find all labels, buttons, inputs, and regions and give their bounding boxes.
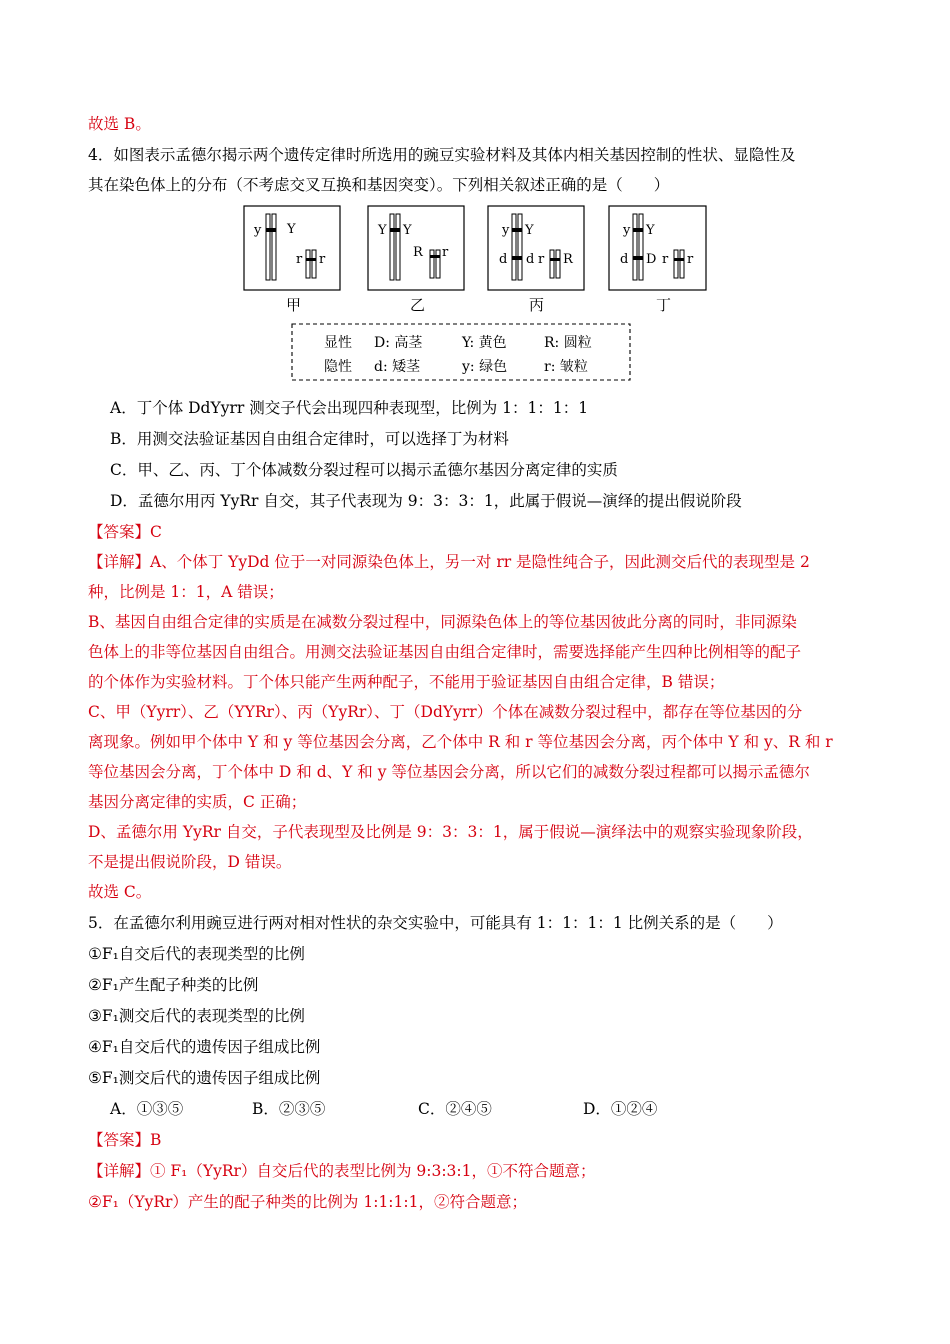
question-5-answer: 【答案】B xyxy=(88,1131,162,1149)
question-4-option-a: A．丁个体 DdYyrr 测交子代会出现四种表现型，比例为 1：1：1：1 xyxy=(110,399,589,417)
panel-yi xyxy=(368,206,464,314)
legend-D: D: 高茎 xyxy=(374,335,423,351)
gene-label: d xyxy=(526,252,535,267)
question-5-item-1: ①F₁自交后代的表现类型的比例 xyxy=(88,945,305,963)
legend-d: d: 矮茎 xyxy=(374,359,421,375)
figure-legend xyxy=(292,324,630,380)
question-4-stem-1: 4．如图表示孟德尔揭示两个遗传定律时所选用的豌豆实验材料及其体内相关基因控制的性状、显隐性及 xyxy=(88,146,796,164)
question-4-explanation: 等位基因会分离，丁个体中 D 和 d、Y 和 y 等位基因会分离，所以它们的减数分裂过程都可以揭示孟德尔 xyxy=(88,763,810,781)
gene-label: R xyxy=(563,252,573,267)
question-5-stem: 5．在孟德尔利用豌豆进行两对相对性状的杂交实验中，可能具有 1：1：1：1 比例关系的是（ ） xyxy=(88,914,783,932)
legend-recessive-label: 隐性 xyxy=(324,359,352,375)
question-4-explanation: 种，比例是 1：1，A 错误； xyxy=(88,583,284,601)
question-5-explanation: 【详解】① F₁（YyRr）自交后代的表型比例为 9:3:3:1，①不符合题意； xyxy=(88,1162,596,1180)
question-4-explanation: 【详解】A、个体丁 YyDd 位于一对同源染色体上，另一对 rr 是隐性纯合子，因此测交后代的表现型是 2 xyxy=(88,553,810,571)
legend-Y: Y: 黄色 xyxy=(462,335,507,351)
panel-name: 乙 xyxy=(410,296,426,314)
panel-name: 甲 xyxy=(286,296,302,314)
gene-label: r xyxy=(442,245,449,260)
question-5-option-b: B．②③⑤ xyxy=(252,1100,326,1118)
gene-label: d xyxy=(499,252,508,267)
gene-label: D xyxy=(646,252,657,267)
panel-name: 丁 xyxy=(656,296,672,314)
panel-jia xyxy=(244,206,340,314)
question-4-explanation: 不是提出假说阶段，D 错误。 xyxy=(88,853,292,871)
question-4-answer: 【答案】C xyxy=(88,523,162,541)
gene-label: r xyxy=(296,252,303,267)
gene-label: y xyxy=(623,223,631,238)
chromosome-figure xyxy=(240,202,720,388)
legend-y: y: 绿色 xyxy=(462,359,508,375)
gene-label: d xyxy=(620,252,629,267)
gene-label: Y xyxy=(287,222,296,237)
gene-label: R xyxy=(413,245,423,260)
gene-label: y xyxy=(502,223,510,238)
gene-label: r xyxy=(662,252,669,267)
panel-bing xyxy=(488,206,584,314)
question-4-option-d: D．孟德尔用丙 YyRr 自交，其子代表现为 9：3：3：1，此属于假说—演绎的提出假说阶段 xyxy=(110,492,742,510)
question-5-item-2: ②F₁产生配子种类的比例 xyxy=(88,976,259,994)
question-5-option-a: A．①③⑤ xyxy=(110,1100,184,1118)
question-5-item-5: ⑤F₁测交后代的遗传因子组成比例 xyxy=(88,1069,321,1087)
question-4-explanation: 色体上的非等位基因自由组合。用测交法验证基因自由组合定律时，需要选择能产生四种比例相等的配子 xyxy=(88,643,802,661)
question-4-explanation: D、孟德尔用 YyRr 自交，子代表现型及比例是 9：3：3：1，属于假说—演绎法中的观察实验现象阶段， xyxy=(88,823,813,841)
question-4-explanation: 基因分离定律的实质，C 正确； xyxy=(88,793,307,811)
question-4-option-c: C．甲、乙、丙、丁个体减数分裂过程可以揭示孟德尔基因分离定律的实质 xyxy=(110,461,618,479)
gene-label: r xyxy=(319,252,326,267)
question-4-explanation: C、甲（Yyrr）、乙（YYRr）、丙（YyRr）、丁（DdYyrr）个体在减数分裂过程中，都存在等位基因的分 xyxy=(88,703,803,721)
gene-label: r xyxy=(538,252,545,267)
question-5-explanation: ②F₁（YyRr）产生的配子种类的比例为 1:1:1:1，②符合题意； xyxy=(88,1193,527,1211)
question-5-item-4: ④F₁自交后代的遗传因子组成比例 xyxy=(88,1038,321,1056)
question-4-stem-2: 其在染色体上的分布（不考虑交叉互换和基因突变）。下列相关叙述正确的是（ ） xyxy=(88,176,670,194)
question-4-explanation: 离现象。例如甲个体中 Y 和 y 等位基因会分离，乙个体中 R 和 r 等位基因会分离，丙个体中 Y 和 y、R 和 r xyxy=(88,733,833,751)
question-4-conclusion: 故选 C。 xyxy=(88,883,152,901)
panel-ding xyxy=(609,206,706,314)
question-4-explanation: B、基因自由组合定律的实质是在减数分裂过程中，同源染色体上的等位基因彼此分离的同时，非同源染 xyxy=(88,613,797,631)
gene-label: y xyxy=(254,223,262,238)
question-5-option-d: D．①②④ xyxy=(583,1100,658,1118)
prev-answer-conclusion: 故选 B。 xyxy=(88,115,151,133)
question-5-option-c: C．②④⑤ xyxy=(418,1100,492,1118)
gene-label: Y xyxy=(378,223,387,238)
panel-name: 丙 xyxy=(529,296,545,314)
question-4-explanation: 的个体作为实验材料。丁个体只能产生两种配子，不能用于验证基因自由组合定律，B 错误； xyxy=(88,673,725,691)
legend-r: r: 皱粒 xyxy=(544,359,588,375)
question-4-option-b: B．用测交法验证基因自由组合定律时，可以选择丁为材料 xyxy=(110,430,509,448)
legend-R: R: 圆粒 xyxy=(544,335,592,351)
question-5-item-3: ③F₁测交后代的表现类型的比例 xyxy=(88,1007,305,1025)
gene-label: Y xyxy=(403,223,412,238)
gene-label: Y xyxy=(525,223,534,238)
gene-label: Y xyxy=(646,223,655,238)
gene-label: r xyxy=(687,252,694,267)
legend-dominant-label: 显性 xyxy=(324,335,352,351)
